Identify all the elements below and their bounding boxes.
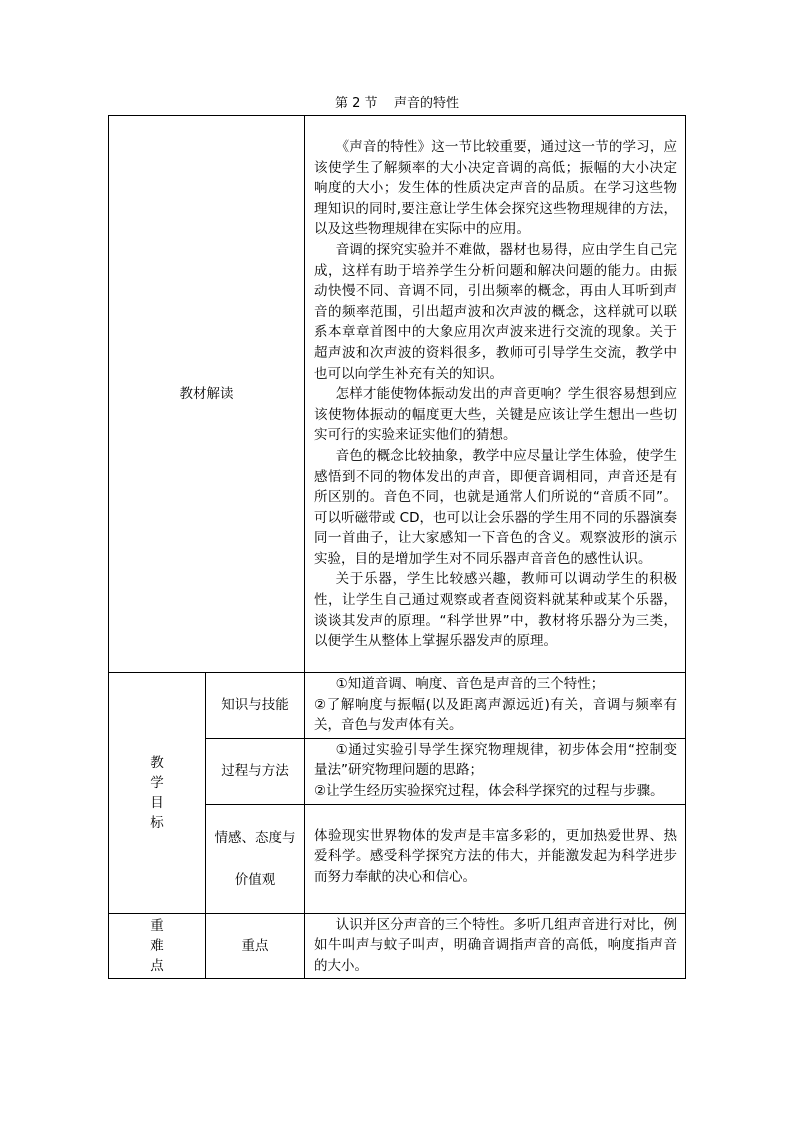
- page-title: 第 2 节 声音的特性: [334, 96, 460, 111]
- goals-label-char-4: 标: [150, 814, 164, 831]
- analysis-paragraph-4: 音色的概念比较抽象，教学中应尽量让学生体验，使学生感悟到不同的物体发出的声音，即便音调相同，声音还是有所区别的。音色不同，也就是通常人们所说的“音质不同”。可以听磁带或 CD，也可以让会乐器的学生用不同的乐器演奏同一首曲子，让大家感知一下音色的含义。观察波形的演示实验，目的是增加学生对不同乐器声音音色的感性认识。: [314, 447, 677, 567]
- analysis-paragraph-2: 音调的探究实验并不难做，器材也易得，应由学生自己完成，这样有助于培养学生分析问题和解决问题的能力。由振动快慢不同、音调不同，引出频率的概念，再由人耳听到声音的频率范围，引出超声波和次声波的概念，这样就可以联系本章章首图中的大象应用次声波来进行交流的现象。关于超声波和次声波的资料很多，教师可引导学生交流，教学中也可以向学生补充有关的知识。: [314, 241, 677, 382]
- process-methods-label: 过程与方法: [206, 738, 305, 804]
- knowledge-skills-label: 知识与技能: [206, 673, 305, 739]
- analysis-paragraph-1: 《声音的特性》这一节比较重要，通过这一节的学习，应该使学生了解频率的大小决定音调的高低；振幅的大小决定响度的大小；发生体的性质决定声音的品质。在学习这些物理知识的同时,要注意让学生体会探究这些物理规律的方法，以及这些物理规律在实际中的应用。: [314, 139, 677, 238]
- process-methods-content: [305, 738, 686, 804]
- attitude-label-line-1: 情感、态度与: [214, 829, 296, 846]
- textbook-analysis-content: [305, 116, 686, 673]
- analysis-paragraph-5: 关于乐器，学生比较感兴趣，教师可以调动学生的积极性，让学生自己通过观察或者查阅资料就某种或某个乐器，谈谈其发声的原理。“科学世界”中，教材将乐器分为三类，以便学生从整体上掌握乐器发声的原理。: [314, 571, 677, 650]
- knowledge-skills-content: [305, 673, 686, 739]
- goals-label-char-2: 学: [150, 774, 164, 791]
- key-label-char-3: 点: [150, 957, 164, 974]
- process-line-2: ②让学生经历实验探究过程，体会科学探究的过程与步骤。: [314, 782, 664, 799]
- knowledge-line-2: ②了解响度与振幅(以及距离声源远近)有关，音调与频率有关，音色与发声体有关。: [314, 696, 677, 734]
- analysis-paragraph-3: 怎样才能使物体振动发出的声音更响？学生很容易想到应该使物体振动的幅度更大些，关键是应该让学生想出一些切实可行的实验来证实他们的猜想。: [314, 386, 677, 444]
- key-point-content: [305, 913, 686, 979]
- goals-label-char-3: 目: [150, 794, 164, 811]
- key-difficult-label: [109, 913, 206, 979]
- key-label-char-1: 重: [150, 917, 164, 934]
- attitude-label-line-2: 价值观: [234, 871, 276, 888]
- attitude-text: 体验现实世界物体的发声是丰富多彩的，更加热爱世界、热爱科学。感受科学探究方法的伟大，并能激发起为科学进步而努力奉献的决心和信心。: [314, 827, 677, 885]
- textbook-analysis-row: [109, 116, 686, 673]
- key-point-text: 认识并区分声音的三个特性。多听几组声音进行对比，例如牛叫声与蚊子叫声，明确音调指声音的高低，响度指声音的大小。: [314, 916, 677, 974]
- key-point-label: 重点: [206, 913, 305, 979]
- key-points-row: [109, 913, 686, 979]
- textbook-analysis-label: 教材解读: [109, 116, 305, 673]
- lesson-plan-table: [108, 115, 686, 979]
- teaching-goals-label: [109, 673, 206, 914]
- knowledge-skills-row: [109, 673, 686, 739]
- attitude-values-label: [206, 804, 305, 913]
- goals-label-char-1: 教: [150, 754, 164, 771]
- attitude-values-content: [305, 804, 686, 913]
- key-label-char-2: 难: [150, 937, 164, 954]
- knowledge-line-1: ①知道音调、响度、音色是声音的三个特性；: [335, 676, 605, 692]
- process-line-1: ①通过实验引导学生探究物理规律，初步体会用“控制变量法”研究物理问题的思路；: [314, 741, 677, 779]
